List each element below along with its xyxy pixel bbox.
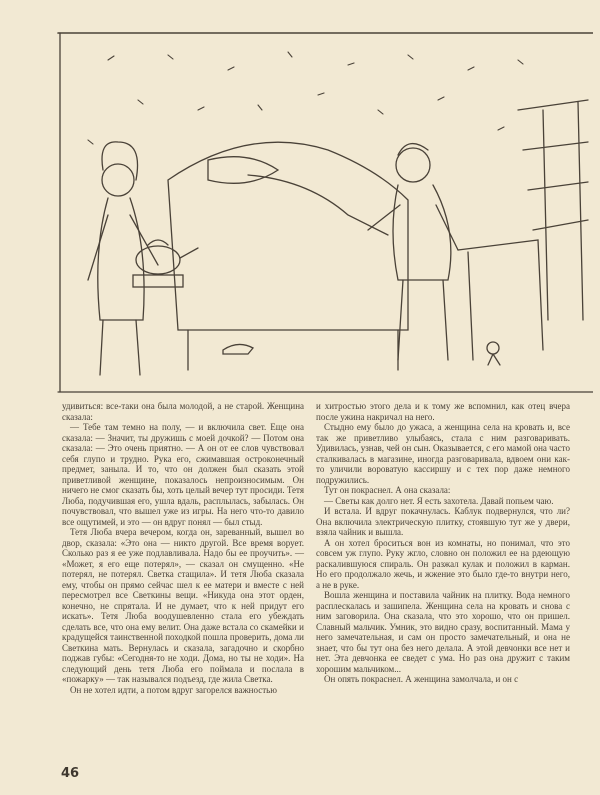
paragraph: Он не хотел идти, а потом вдруг загорелся важностью xyxy=(70,684,277,695)
paragraph: Вошла женщина и поставила чайник на плитку. Вода немного расплескалась и зашипела. Женщина села на кровать и снова с ним заговорила. Она сказала, что это хорошо, что он пришел. Славный мальчик. Умник, это видно сразу, воспитанный. Мама у него замечательная, и сам он просто замечательный, и она не знает, что бы тут она без него делала. А этой девчонки все нет и нет. Эта девчонка ее сведет с ума. Но раз она дружит с таким хорошим мальчиком... xyxy=(316,590,570,674)
text-column-right xyxy=(316,401,570,685)
table xyxy=(458,240,543,360)
toy-on-floor xyxy=(487,342,500,365)
paragraph: Тетя Люба вчера вечером, когда он, зареванный, вышел во двор, сказала: «Это она — никто другой. Все время ворует. Сколько раз я ее уже подлавливала. Надо бы ее проучить». — «Может, я его еще потерял», — сказал он смущенно. «Не потерял, не потерял. Светка стащила». И тетя Люба сказала ему, чтобы он прямо сейчас шел к ее матери и вместе с ней пересмотрел все Светкины вещи. «Никуда она этот орден, конечно, не спрятала. И не думает, что к ней придут его искать». Тетя Люба воодушевленно стала его убеждать сделать все, что она ему велит. Она даже встала со скамейки и крадущейся таинственной походкой пошла проверить, дома ли Светкина мать. Вернулась и сказала, загадочно и скорбно поджав губы: «Сегодня-то не ходи. Дома, но ты не ходи». На следующий день тетя Люба его поймала и послала в «пожарку» — так назывался подъезд, где жила Светка. xyxy=(62,527,304,684)
text-column-left xyxy=(62,401,304,695)
bed xyxy=(168,142,408,370)
paragraph: — Тебе там темно на полу, — и включила свет. Еще она сказала: — Значит, ты дружишь с моей дочкой? — Потом она сказала: — Это очень приятно. — А он от ее слов чувствовал себя глупо и трудно. Рука его, сжимавшая остроконечный предмет, заныла. И то, что он должен был сказать этой приветливой женщине, показалось непроизносимым. Он ничего не смог сказать бы, хоть целый вечер тут просиди. Тетя Люба, подучившая его, ушла вдаль, расплылась, забылась. Он почувствовал, что вышел уже из игры. На него что-то давило все ощутимей, и это — он вдруг понял — был стыд. xyxy=(62,422,304,527)
shoe-on-floor xyxy=(223,344,253,354)
paragraph: Тут он покраснел. А она сказала: xyxy=(324,485,451,495)
boy-figure xyxy=(368,144,458,360)
wallpaper-dots xyxy=(88,52,523,144)
paragraph: А он хотел броситься вон из комнаты, но понимал, что это совсем уж глупо. Руку жгло, словно он положил ее на рдеющую раскалившуюся спираль. Он разжал кулак и положил в карман. Но его продолжало жечь, и жжение это было где-то внутри него, а не в руке. xyxy=(316,537,570,590)
paragraph: Стыдно ему было до ужаса, а женщина села на кровать и, все так же приветливо улыбаясь, стала с ним разговаривать. Удивилась, узнав, чей он сын. Оказывается, с его мамой она часто сталкивалась в магазине, иногда разговаривала, вдвоем они как-то уличили вороватую кассиршу и с тех пор даже немного подружились. xyxy=(316,422,570,485)
paragraph: и хитростью этого дела и к тому же вспомнил, как отец вчера после ужина накричал на него. xyxy=(316,401,570,422)
paragraph: Он опять покраснел. А женщина замолчала, и он с xyxy=(324,674,519,684)
story-illustration xyxy=(48,30,593,396)
shelf xyxy=(518,100,588,320)
paragraph: удивиться: все-таки она была молодой, а не старой. Женщина сказала: xyxy=(62,401,304,422)
paragraph: И встала. И вдруг покачнулась. Каблук подвернулся, что ли? Она включила электрическую плитку, стоявшую тут же у двери, взяла чайник и вышла. xyxy=(316,506,570,537)
page-number: 46 xyxy=(61,766,80,781)
paragraph: — Светы как долго нет. Я есть захотела. Давай попьем чаю. xyxy=(324,495,554,506)
woman-figure xyxy=(88,142,158,375)
